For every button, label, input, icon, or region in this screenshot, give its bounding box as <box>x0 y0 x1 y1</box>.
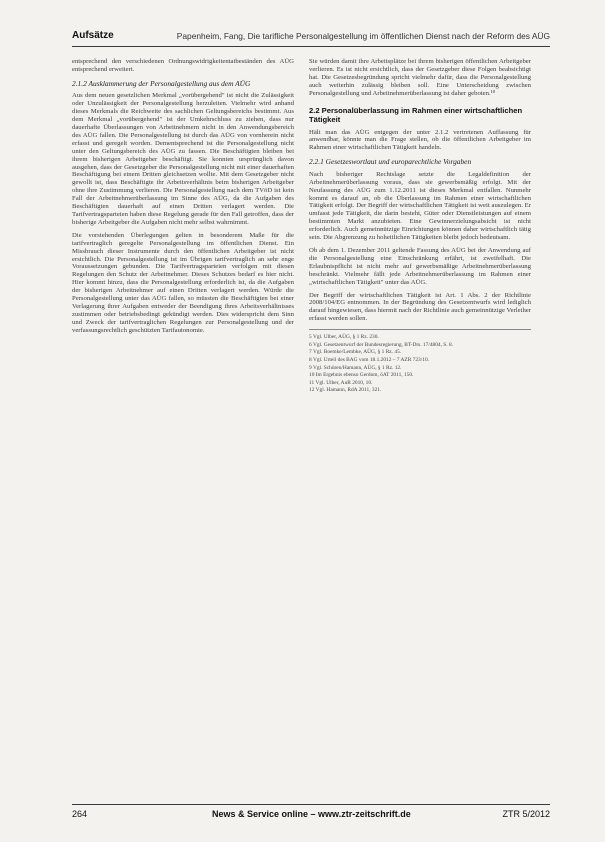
paragraph: Die vorstehenden Überlegungen gelten in besonderem Maße für die tarifvertraglich geregelte Personalgestellung im öffentlichen Dienst. Ein Missbrauch dieser Instrumente durch den öffentlichen Arbeitgeber ist nicht ersichtlich. Die Personalgestellung ist im Übrigen tarifvertraglich an sehr enge Voraussetzungen gebunden. Die Tarifvertragsparteien verfolgen mit diesen Regelungen den Schutz der Arbeitnehmer. Dieses Schutzes bedarf es hier nicht. Hier kommt hinzu, dass die Personalgestellung erforderlich ist, da die Aufgaben der bisherigen Arbeitnehmer auf einen Dritten verlagert werden. Würde die Personalgestellung unter das AÜG fallen, so müssten die Beschäftigten bei einer Verlagerung ihrer Aufgaben entweder der Beendigung ihres Arbeitsverhältnisses zustimmen oder betriebsbedingt gekündigt werden. Dies widerspricht dem Sinn und Zweck der tarifvertraglichen Regelungen zur Personalgestellung und der verfassungsrechtlich geschützten Tarifautonomie. <box>72 231 294 334</box>
paragraph: entsprechend den verschiedenen Ordnungswidrigkeitentatbeständen des AÜG entsprechend erweitert. <box>72 58 294 73</box>
right-column <box>309 58 531 395</box>
footnote: 10 Im Ergebnis ebenso Gerdom, öAT 2011, 150. <box>309 372 414 379</box>
footnote: 9 Vgl. Schüren/Hamann, AÜG, § 1 Rz. 12. <box>309 364 402 371</box>
paragraph: Nach bisheriger Rechtslage setzte die Legaldefinition der Arbeitnehmerüberlassung voraus, dass sie gewerbsmäßig erfolgt. Mit der Neufassung des AÜG zum 1.12.2011 ist dieses Merkmal entfallen. Nunmehr kommt es darauf an, ob die Überlassung im Rahmen einer wirtschaftlichen Tätigkeit erfolgt. Der Begriff der wirtschaftlichen Tätigkeit ist weit auszulegen. Er umfasst jede Tätigkeit, die darin besteht, Güter oder Dienstleistungen auf einem bestimmten Markt anzubieten. Eine Gewinnerzielungsabsicht ist nicht erforderlich. Auch gemeinnützige Einrichtungen können daher wirtschaftlich tätig sein. Die Abgrenzung zu hoheitlichen Tätigkeiten bleibt jedoch bedeutsam. <box>309 170 531 242</box>
page-header <box>72 30 550 47</box>
section-label: Aufsätze <box>72 30 114 41</box>
footnote: 12 Vgl. Hamann, RdA 2011, 321. <box>309 387 382 394</box>
footnote: 5 Vgl. Ulber, AÜG, § 1 Rz. 230. <box>309 334 379 341</box>
footnote: 6 Vgl. Gesetzentwurf der Bundesregierung, BT-Drs. 17/4804, S. 8. <box>309 341 454 348</box>
footer-website: News & Service online – www.ztr-zeitschrift.de <box>212 809 411 819</box>
footnote: 11 Vgl. Ulber, AuR 2010, 10. <box>309 379 373 386</box>
section-heading: 2.1.2 Ausklammerung der Personalgestellung aus dem AÜG <box>72 78 251 88</box>
footnote: 8 Vgl. Urteil des BAG vom 18.1.2012 – 7 AZR 723/10. <box>309 356 429 363</box>
paragraph: Aus dem neuen gesetzlichen Merkmal „vorübergehend" ist nicht die Zulässigkeit oder Unzulässigkeit der Personalgestellung herzuleiten. Vielmehr wird anhand dieses Merkmals die Reichweite des sachlichen Geltungsbereichs bestimmt. Aus dem Merkmal „vorübergehend" ist der Umkehrschluss zu ziehen, dass nur dauerhafte Überlassungen von Arbeitnehmern nicht in den Anwendungsbereich des AÜG fallen. Die Personalgestellung ist durch das AÜG von vornherein nicht erfasst und geregelt worden. Dementsprechend ist die Personalgestellung nicht unter den Geltungsbereich des AÜG zu fassen. Die Beschäftigten bleiben bei ihrem bisherigen Arbeitgeber beschäftigt. Sie konnten ursprünglich davon ausgehen, dass der Gesetzgeber die Personalgestellung nicht mit einer dauerhaften Beschäftigung bei einem Dritten gleichsetzen wollte. Mit dem Gesetzgeber nicht gewollt ist, dass Beschäftigte ihr Arbeitsverhältnis beim bisherigen Arbeitgeber ohne ihre Zustimmung verlieren. Die Personalgestellung nach dem TVöD ist kein Fall der Arbeitnehmerüberlassung im Sinne des AÜG, da die Aufgaben des Beschäftigten dauerhaft auf einen Dritten verlagert werden. Die Tarifvertragsparteien haben diese Regelung gerade für den Fall getroffen, dass der bisherige Arbeitgeber die Aufgaben nicht mehr selbst wahrnimmt. <box>72 92 294 226</box>
footnote: 7 Vgl. Boemke/Lembke, AÜG, § 1 Rz. 45. <box>309 349 402 356</box>
left-column <box>72 58 294 340</box>
paragraph: Der Begriff der wirtschaftlichen Tätigkeit ist Art. 1 Abs. 2 der Richtlinie 2008/104/EG entnommen. In der Begründung des Gesetzentwurfs wird lediglich darauf hingewiesen, dass hiermit nach der Richtlinie auch gemeinnützige Verleiher erfasst werden sollen. <box>309 291 531 323</box>
section-heading: 2.2.1 Gesetzeswortlaut und europarechtliche Vorgaben <box>309 157 472 167</box>
paragraph: Sie würden damit ihre Arbeitsplätze bei ihrem bisherigen öffentlichen Arbeitgeber verlieren. Es ist nicht ersichtlich, dass der Gesetzgeber diese Folgen beabsichtigt hat. Die Gesetzesbegründung spricht vielmehr dafür, dass die Personalgestellung auch weiterhin zulässig bleiben soll. Eine Unterscheidung zwischen Personalgestellung und Arbeitnehmerüberlassung ist daher geboten.¹⁰ <box>309 58 531 97</box>
footnotes <box>309 329 531 394</box>
paragraph: Hält man das AÜG entgegen der unter 2.1.2 vertretenen Auffassung für anwendbar, könnte man die Frage stellen, ob die öffentlichen Arbeitgeber im Rahmen einer wirtschaftlichen Tätigkeit handeln. <box>309 128 531 152</box>
section-heading: 2.2 Personalüberlassung im Rahmen einer wirtschaftlichen Tätigkeit <box>309 105 523 124</box>
journal-issue: ZTR 5/2012 <box>502 809 550 819</box>
right-column-body <box>309 58 531 323</box>
page-number: 264 <box>72 809 88 819</box>
paragraph: Ob ab dem 1. Dezember 2011 geltende Fassung des AÜG bei der Anwendung auf die Personalgestellung eine Einschränkung erfährt, ist zweifelhaft. Die Erlaubnispflicht ist nicht mehr auf gewerbsmäßige Arbeitnehmerüberlassung beschränkt. Vielmehr fällt jede Arbeitnehmerüberlassung im Rahmen einer „wirtschaftlichen Tätigkeit" unter das AÜG. <box>309 247 531 286</box>
running-title: Papenheim, Fang, Die tarifliche Personalgestellung im öffentlichen Dienst nach der Reform des AÜG <box>176 31 550 41</box>
page-footer <box>72 804 550 821</box>
